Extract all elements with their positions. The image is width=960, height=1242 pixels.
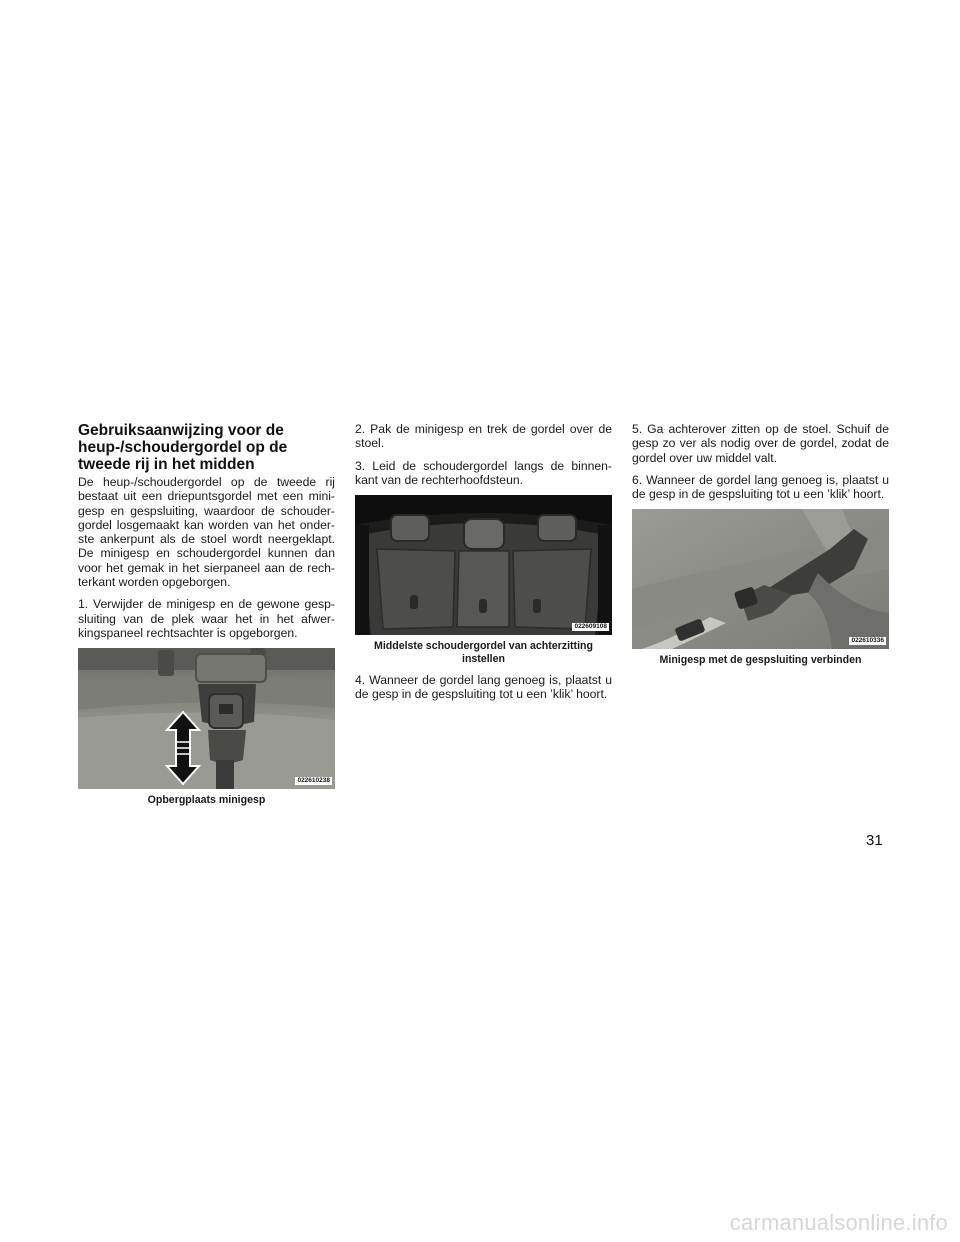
photo-minigesp-storage [78,648,335,789]
section-heading: Gebruiksaanwijzing voor de heup-/schoudergordel op de tweede rij in het midden [78,422,288,473]
page-number: 31 [866,832,883,849]
column-3 [632,422,889,675]
figure-caption: Minigesp met de gespsluiting verbinden [659,654,862,667]
figure-code: 022610336 [851,637,884,645]
photo-rear-seat [355,495,612,635]
step-2: 2. Pak de minigesp en trek de gordel over de stoel. [355,422,612,451]
column-1 [78,422,335,815]
column-2 [355,422,612,710]
rear-seat-illustration [355,495,612,635]
figure-code: 022610238 [297,777,330,785]
buckle-connect-illustration [632,509,889,649]
photo-buckle-connect [632,509,889,649]
figure-connect-minigesp [632,509,889,667]
step-5: 5. Ga achterover zitten op de stoel. Schuif de gesp zo ver als nodig over de gordel, zodat de gordel over uw middel valt. [632,422,889,465]
figure-rear-shoulder-belt [355,495,612,665]
step-1: 1. Verwijder de minigesp en de gewone gesp-sluiting van de plek waar het in het afwer-kingspaneel rechtsachter is opgeborgen. [78,597,335,640]
figure-caption: Opbergplaats minigesp [147,794,266,807]
step-3: 3. Leid de schoudergordel langs de binnen-kant van de rechterhoofdsteun. [355,458,612,487]
step-4: 4. Wanneer de gordel lang genoeg is, plaatst u de gesp in de gespsluiting tot u een ’klik’ hoort. [355,673,612,702]
figure-code: 022609108 [574,623,607,631]
watermark: carmanualsonline.info [729,1210,948,1235]
storage-photo-illustration [78,648,335,789]
intro-paragraph: De heup-/schoudergordel op de tweede rij bestaat uit een driepuntsgordel met een mini-gesp en gespsluiting, waardoor de schouder-gordel losgemaakt kan worden van het onder-ste ankerpunt als de stoel wordt neergeklapt. De minigesp en schoudergordel kunnen dan voor het gemak in het sierpaneel aan de rech-terkant worden opgeborgen. [78,475,335,590]
figure-caption: Middelste schoudergordel van achterzitting instellen [374,640,593,665]
step-6: 6. Wanneer de gordel lang genoeg is, plaatst u de gesp in de gespsluiting tot u een ’klik’ hoort. [632,472,889,502]
figure-minigesp-storage [78,648,335,807]
